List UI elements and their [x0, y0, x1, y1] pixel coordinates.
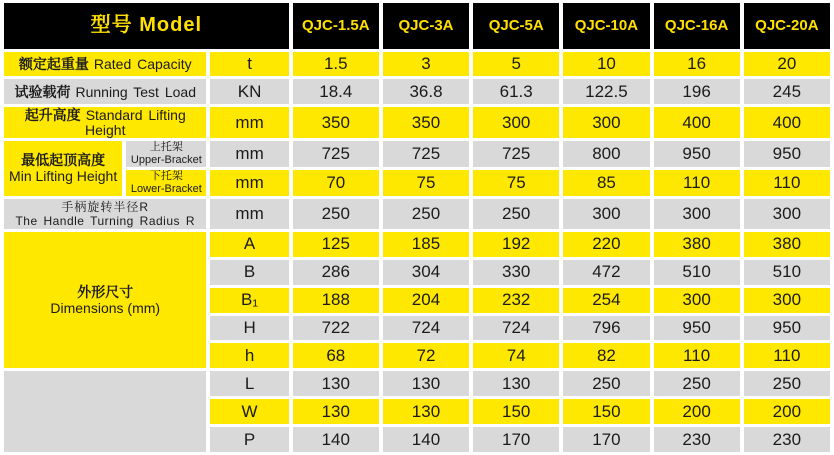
row-lower-bracket [4, 170, 830, 196]
model-header-cell: 型号 Model [4, 3, 289, 49]
value-cell: 130 [383, 371, 469, 396]
value-cell: 725 [473, 141, 559, 167]
row-label-zh: 起升高度 [24, 107, 81, 123]
row-lifting-height [4, 107, 830, 137]
value-cell: 110 [654, 343, 740, 368]
value-cell: 472 [563, 260, 649, 285]
value-cell: 188 [293, 288, 379, 313]
value-cell: 130 [383, 399, 469, 424]
value-cell: 250 [383, 199, 469, 229]
header-row [4, 3, 830, 49]
row-dim-l [4, 371, 830, 396]
sub-label-upper-bracket [126, 141, 206, 167]
value-cell: 350 [293, 107, 379, 137]
value-cell: 75 [473, 170, 559, 196]
row-label-rated-capacity [4, 52, 206, 77]
row-label-blank [4, 371, 206, 452]
row-label-min-lifting-height [4, 141, 122, 196]
value-cell: 400 [654, 107, 740, 137]
value-cell: 722 [293, 316, 379, 341]
value-cell: 300 [654, 199, 740, 229]
value-cell: 380 [744, 232, 830, 257]
row-label-en: The Handle Turning Radius R [15, 214, 196, 229]
row-dim-a [4, 232, 830, 257]
value-cell: 185 [383, 232, 469, 257]
value-cell: 250 [654, 371, 740, 396]
row-label-en: Rated Capacity [93, 55, 192, 72]
value-cell: 16 [654, 52, 740, 77]
value-cell: 82 [563, 343, 649, 368]
row-label-en: Dimensions (mm) [50, 300, 161, 317]
row-label-lifting-height [4, 107, 206, 137]
sub-label-zh: 下托架 [149, 170, 183, 183]
unit-cell: H [210, 316, 288, 341]
value-cell: 110 [744, 343, 830, 368]
value-cell: 796 [563, 316, 649, 341]
row-label-zh: 手柄旋转半径R [61, 199, 150, 214]
value-cell: 300 [744, 288, 830, 313]
row-label-en: Min Lifting Height [9, 168, 118, 185]
value-cell: 286 [293, 260, 379, 285]
value-cell: 950 [654, 141, 740, 167]
value-cell: 350 [383, 107, 469, 137]
value-cell: 254 [563, 288, 649, 313]
value-cell: 192 [473, 232, 559, 257]
value-cell: 724 [473, 316, 559, 341]
value-cell: 300 [654, 288, 740, 313]
unit-cell: W [210, 399, 288, 424]
value-cell: 510 [654, 260, 740, 285]
row-label-dimensions [4, 232, 206, 368]
value-cell: 230 [654, 427, 740, 452]
value-cell: 250 [744, 371, 830, 396]
value-cell: 3 [383, 52, 469, 77]
value-cell: 110 [744, 170, 830, 196]
row-label-en: Running Test Load [75, 83, 196, 100]
unit-cell: KN [210, 79, 288, 104]
sub-label-lower-bracket [126, 170, 206, 196]
value-cell: 74 [473, 343, 559, 368]
value-cell: 10 [563, 52, 649, 77]
row-label-zh: 外形尺寸 [77, 283, 134, 300]
unit-cell: B₁ [210, 288, 288, 313]
value-cell: 72 [383, 343, 469, 368]
value-cell: 250 [563, 371, 649, 396]
row-label-test-load [4, 79, 206, 104]
unit-cell: P [210, 427, 288, 452]
unit-cell: mm [210, 107, 288, 137]
value-cell: 725 [293, 141, 379, 167]
col-header-qjc-5a: QJC-5A [473, 3, 559, 49]
value-cell: 20 [744, 52, 830, 77]
sub-label-en: Lower-Bracket [130, 183, 202, 196]
unit-cell: B [210, 260, 288, 285]
value-cell: 400 [744, 107, 830, 137]
value-cell: 304 [383, 260, 469, 285]
value-cell: 200 [654, 399, 740, 424]
value-cell: 300 [563, 107, 649, 137]
value-cell: 800 [563, 141, 649, 167]
unit-cell: mm [210, 170, 288, 196]
unit-cell: L [210, 371, 288, 396]
value-cell: 61.3 [473, 79, 559, 104]
unit-cell: mm [210, 141, 288, 167]
value-cell: 250 [473, 199, 559, 229]
value-cell: 130 [473, 371, 559, 396]
row-rated-capacity [4, 52, 830, 77]
col-header-qjc-16a: QJC-16A [654, 3, 740, 49]
value-cell: 122.5 [563, 79, 649, 104]
value-cell: 950 [744, 141, 830, 167]
value-cell: 250 [293, 199, 379, 229]
value-cell: 70 [293, 170, 379, 196]
row-label-en: Standard Lifting Height [85, 107, 186, 138]
col-header-qjc-10a: QJC-10A [563, 3, 649, 49]
value-cell: 204 [383, 288, 469, 313]
value-cell: 725 [383, 141, 469, 167]
unit-cell: h [210, 343, 288, 368]
value-cell: 130 [293, 371, 379, 396]
value-cell: 140 [383, 427, 469, 452]
sub-label-zh: 上托架 [149, 141, 183, 154]
value-cell: 724 [383, 316, 469, 341]
row-label-zh: 试验载荷 [14, 83, 71, 100]
value-cell: 125 [293, 232, 379, 257]
unit-cell: t [210, 52, 288, 77]
value-cell: 18.4 [293, 79, 379, 104]
col-header-qjc-1-5a: QJC-1.5A [293, 3, 379, 49]
value-cell: 140 [293, 427, 379, 452]
row-label-zh: 最低起顶高度 [21, 152, 106, 169]
value-cell: 245 [744, 79, 830, 104]
col-header-qjc-3a: QJC-3A [383, 3, 469, 49]
value-cell: 1.5 [293, 52, 379, 77]
value-cell: 330 [473, 260, 559, 285]
value-cell: 300 [473, 107, 559, 137]
value-cell: 220 [563, 232, 649, 257]
row-label-handle-radius [4, 199, 206, 229]
value-cell: 5 [473, 52, 559, 77]
value-cell: 110 [654, 170, 740, 196]
value-cell: 68 [293, 343, 379, 368]
value-cell: 150 [473, 399, 559, 424]
value-cell: 75 [383, 170, 469, 196]
row-label-zh: 额定起重量 [18, 55, 89, 72]
value-cell: 950 [654, 316, 740, 341]
unit-cell: A [210, 232, 288, 257]
value-cell: 300 [563, 199, 649, 229]
value-cell: 85 [563, 170, 649, 196]
value-cell: 196 [654, 79, 740, 104]
unit-cell: mm [210, 199, 288, 229]
value-cell: 510 [744, 260, 830, 285]
row-upper-bracket [4, 141, 830, 167]
value-cell: 200 [744, 399, 830, 424]
value-cell: 232 [473, 288, 559, 313]
row-handle-radius [4, 199, 830, 229]
value-cell: 230 [744, 427, 830, 452]
value-cell: 380 [654, 232, 740, 257]
value-cell: 170 [473, 427, 559, 452]
row-test-load [4, 79, 830, 104]
value-cell: 300 [744, 199, 830, 229]
value-cell: 170 [563, 427, 649, 452]
value-cell: 150 [563, 399, 649, 424]
sub-label-en: Upper-Bracket [130, 153, 202, 166]
value-cell: 130 [293, 399, 379, 424]
value-cell: 36.8 [383, 79, 469, 104]
value-cell: 950 [744, 316, 830, 341]
col-header-qjc-20a: QJC-20A [744, 3, 830, 49]
